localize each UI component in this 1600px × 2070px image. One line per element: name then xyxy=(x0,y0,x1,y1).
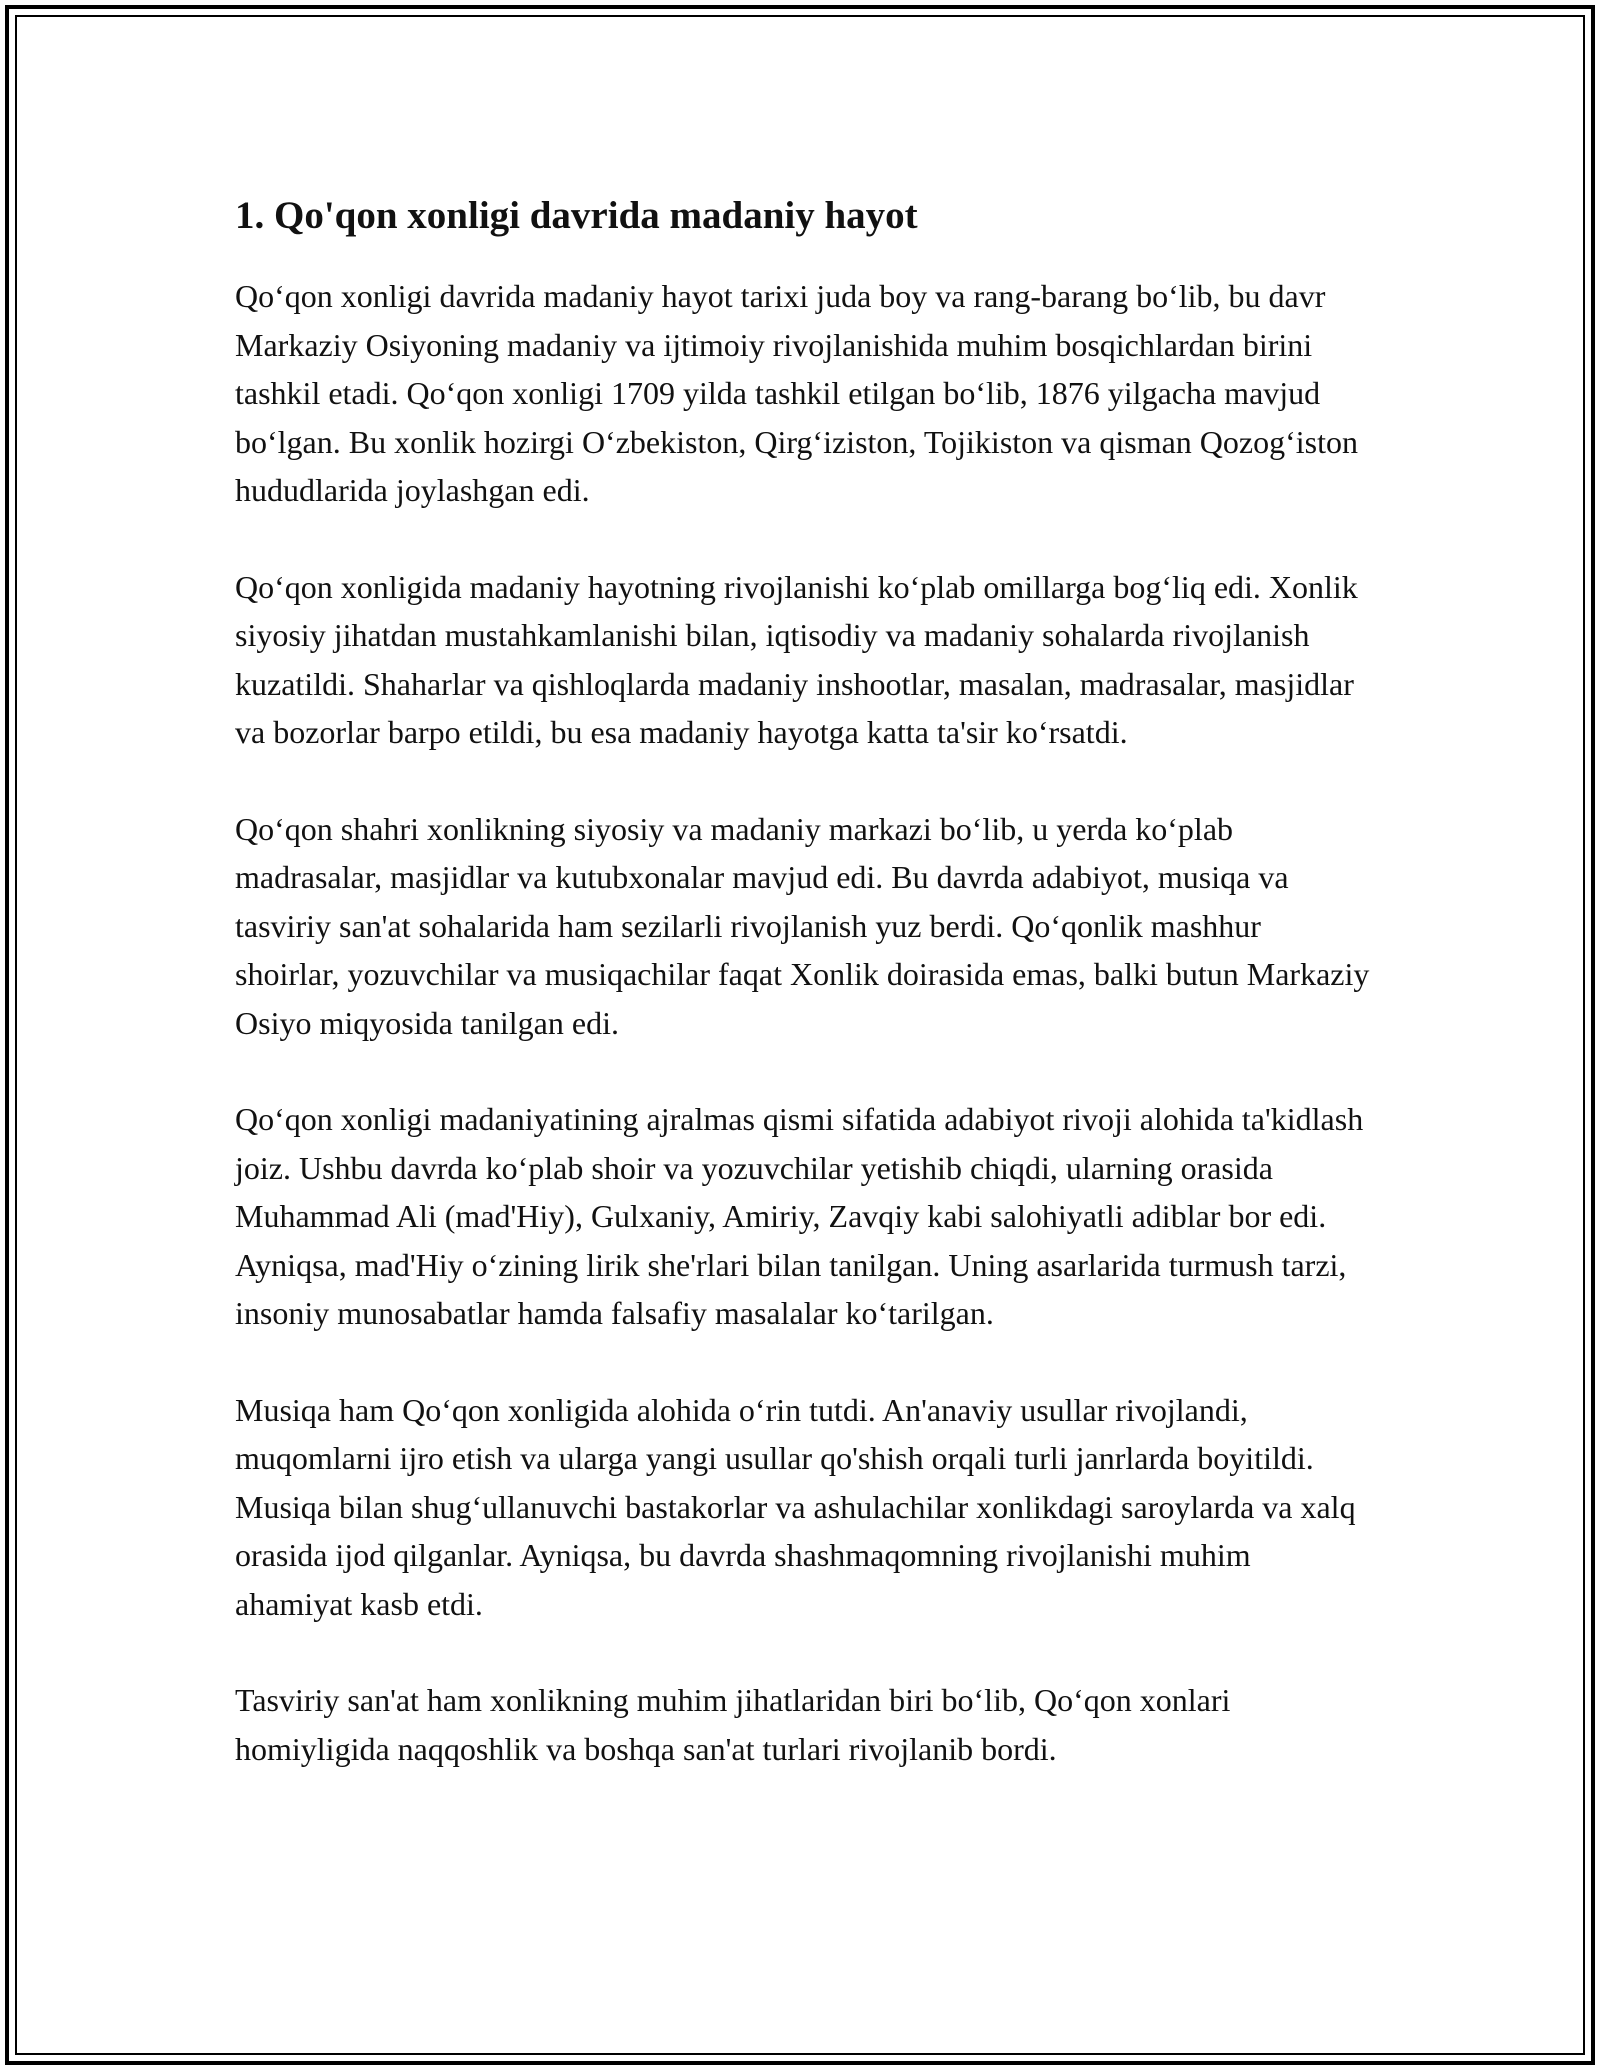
paragraph-1: Qo‘qon xonligi davrida madaniy hayot tarixi juda boy va rang-barang bo‘lib, bu davr Markaziy Osiyoning madaniy va ijtimoiy rivojlanishida muhim bosqichlardan birini tashkil etadi. Qo‘qon xonligi 1709 yilda tashkil etilgan bo‘lib, 1876 yilgacha mavjud bo‘lgan. Bu xonlik hozirgi O‘zbekiston, Qirg‘iziston, Tojikiston va qisman Qozog‘iston hududlarida joylashgan edi. xyxy=(235,278,1358,508)
document-body xyxy=(235,186,1371,1821)
section-heading: 1. Qo'qon xonligi davrida madaniy hayot xyxy=(235,194,918,237)
paragraph-2: Qo‘qon xonligida madaniy hayotning rivojlanishi ko‘plab omillarga bog‘liq edi. Xonlik siyosiy jihatdan mustahkamlanishi bilan, iqtisodiy va madaniy sohalarda rivojlanish kuzatildi. Shaharlar va qishloqlarda madaniy inshootlar, masalan, madrasalar, masjidlar va bozorlar barpo etildi, bu esa madaniy hayotga katta ta'sir ko‘rsatdi. xyxy=(235,568,1358,750)
paragraph-4: Qo‘qon xonligi madaniyatining ajralmas qismi sifatida adabiyot rivoji alohida ta'kidlash joiz. Ushbu davrda ko‘plab shoir va yozuvchilar yetishib chiqdi, ularning orasida Muhammad Ali (mad'Hiy), Gulxaniy, Amiriy, Zavqiy kabi salohiyatli adiblar bor edi. Ayniqsa, mad'Hiy o‘zining lirik she'rlari bilan tanilgan. Uning asarlarida turmush tarzi, insoniy munosabatlar hamda falsafiy masalalar ko‘tarilgan. xyxy=(235,1101,1364,1331)
paragraph-5: Musiqa ham Qo‘qon xonligida alohida o‘rin tutdi. An'anaviy usullar rivojlandi, muqomlarni ijro etish va ularga yangi usullar qo'shish orqali turli janrlarda boyitildi. Musiqa bilan shug‘ullanuvchi bastakorlar va ashulachilar xonlikdagi saroylarda va xalq orasida ijod qilganlar. Ayniqsa, bu davrda shashmaqomning rivojlanishi muhim ahamiyat kasb etdi. xyxy=(235,1391,1356,1622)
paragraph-6: Tasviriy san'at ham xonlikning muhim jihatlaridan biri bo‘lib, Qo‘qon xonlari homiyligida naqqoshlik va boshqa san'at turlari rivojlanib bordi. xyxy=(235,1682,1231,1767)
paragraph-3: Qo‘qon shahri xonlikning siyosiy va madaniy markazi bo‘lib, u yerda ko‘plab madrasalar, masjidlar va kutubxonalar mavjud edi. Bu davrda adabiyot, musiqa va tasviriy san'at sohalarida ham sezilarli rivojlanish yuz berdi. Qo‘qonlik mashhur shoirlar, yozuvchilar va musiqachilar faqat Xonlik doirasida emas, balki butun Markaziy Osiyo miqyosida tanilgan edi. xyxy=(235,810,1370,1041)
